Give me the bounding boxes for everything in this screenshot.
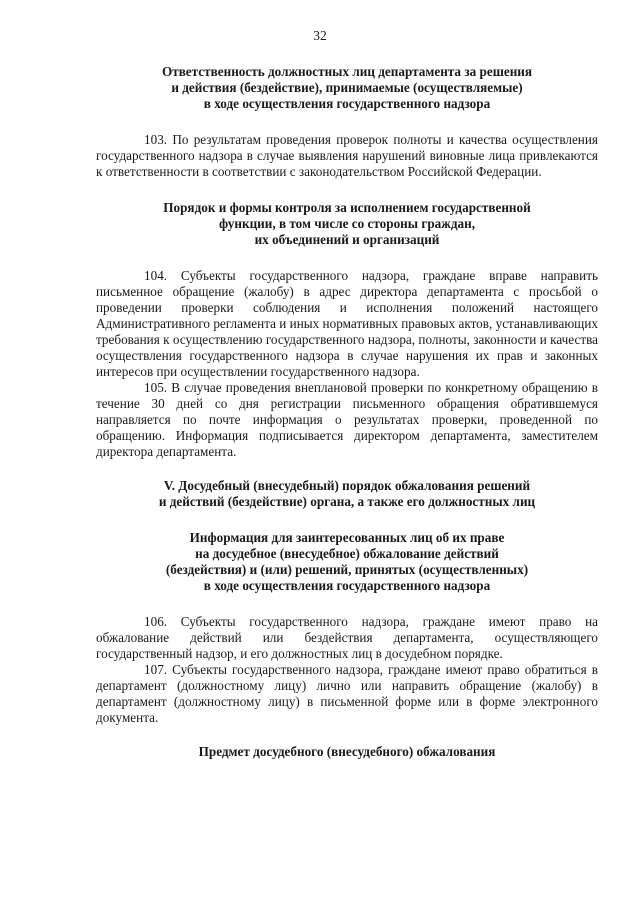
paragraph-107: 107. Субъекты государственного надзора, граждане имеют право обратиться в департамент (должностному лицу) лично или направить обращение (жалобу) в департамент (должностному лицу) в письменной форме или в форме электронного документа.	[96, 662, 598, 725]
document-body	[96, 64, 598, 760]
heading-line: Предмет досудебного (внесудебного) обжалования	[198, 744, 496, 759]
heading-line: в ходе осуществления государственного надзора	[203, 578, 491, 593]
heading-line: и действия (бездействие), принимаемые (осуществляемые)	[171, 80, 523, 95]
section-heading-responsibility	[96, 64, 598, 112]
paragraph-104: 104. Субъекты государственного надзора, граждане вправе направить письменное обращение (жалобу) в адрес директора департамента с просьбой о проведении проверки соблюдения и исполнения положений настоящего Административного регламента и иных нормативных правовых актов, устанавливающих требования к осуществлению государственного надзора, полноты, законности и качества осуществления государственного надзора в случае нарушения их прав и законных интересов при осуществлении государственного надзора.	[96, 268, 598, 379]
heading-line: на досудебное (внесудебное) обжалование действий	[195, 546, 499, 561]
heading-line: (бездействия) и (или) решений, принятых (осуществленных)	[165, 562, 529, 577]
section-heading-control	[96, 200, 598, 248]
section-heading-appeal-subject	[96, 744, 598, 760]
heading-line: Ответственность должностных лиц департамента за решения	[161, 64, 533, 79]
heading-line: V. Досудебный (внесудебный) порядок обжалования решений	[163, 478, 531, 493]
section-heading-appeal-info	[96, 530, 598, 594]
heading-line: Информация для заинтересованных лиц об их праве	[189, 530, 505, 545]
paragraph-105: 105. В случае проведения внеплановой проверки по конкретному обращению в течение 30 дней со дня регистрации письменного обращения обратившемуся направляется по почте информация о результатах проверки, проведенной по обращению. Информация подписывается директором департамента, заместителем директора департамента.	[96, 380, 598, 459]
heading-line: и действий (бездействие) органа, а также его должностных лиц	[158, 494, 536, 509]
paragraph-103: 103. По результатам проведения проверок полноты и качества осуществления государственного надзора в случае выявления нарушений виновные лица привлекаются к ответственности в соответствии с законодательством Российской Федерации.	[96, 132, 598, 179]
heading-line: их объединений и организаций	[254, 232, 440, 247]
heading-line: в ходе осуществления государственного надзора	[203, 96, 491, 111]
heading-line: функции, в том числе со стороны граждан,	[218, 216, 475, 231]
chapter-heading-v	[96, 478, 598, 510]
heading-line: Порядок и формы контроля за исполнением государственной	[163, 200, 531, 215]
page-number: 32	[313, 28, 327, 43]
paragraph-106: 106. Субъекты государственного надзора, граждане имеют право на обжалование действий или бездействия департамента, осуществляющего государственный надзор, и его должностных лиц в досудебном порядке.	[96, 614, 598, 661]
